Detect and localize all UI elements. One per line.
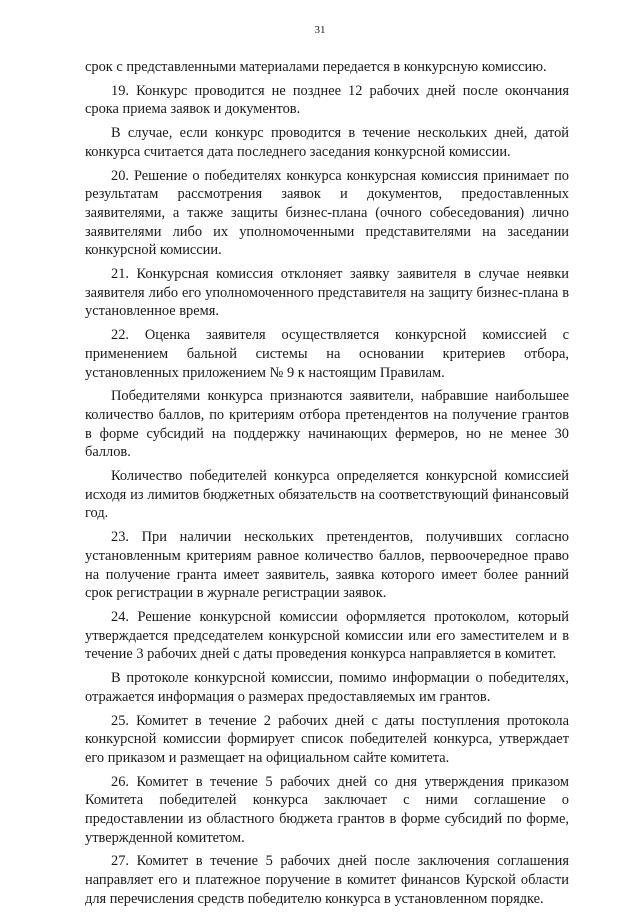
paragraph-22-winners: Победителями конкурса признаются заявители, набравшие наибольшее количество баллов, по критериям отбора претендентов на получение грантов в форме субсидий на поддержку начинающих фермеров, но не менее 30 баллов. [85,388,569,461]
paragraph-20: 20. Решение о победителях конкурса конкурсная комиссия принимает по результатам рассмотрения заявок и документов, предоставленных заявителями, а также защиты бизнес-плана (очного собеседования) лично заявителями либо их уполномоченными представителями на заседании конкурсной комиссии. [85,167,569,259]
paragraph-23: 23. При наличии нескольких претендентов, получивших согласно установленным критериям равное количество баллов, первоочередное право на получение гранта имеет заявитель, заявка которого имеет более ранний срок регистрации в журнале регистрации заявок. [85,529,569,602]
document-body [85,58,569,914]
paragraph-24-protocol: В протоколе конкурсной комиссии, помимо информации о победителях, отражается информация о размерах предоставляемых им грантов. [85,670,569,705]
paragraph-22: 22. Оценка заявителя осуществляется конкурсной комиссией с применением бальной системы на основании критериев отбора, установленных приложением № 9 к настоящим Правилам. [85,327,569,381]
paragraph-24: 24. Решение конкурсной комиссии оформляется протоколом, который утверждается председателем конкурсной комиссии или его заместителем и в течение 3 рабочих дней с даты проведения конкурса направляется в комитет. [85,608,569,663]
paragraph-19-note: В случае, если конкурс проводится в течение нескольких дней, датой конкурса считается дата последнего заседания конкурсной комиссии. [85,125,569,160]
paragraph-19: 19. Конкурс проводится не позднее 12 рабочих дней после окончания срока приема заявок и документов. [85,82,569,118]
paragraph-continuation: срок с представленными материалами передается в конкурсную комиссию. [85,59,547,75]
paragraph-21: 21. Конкурсная комиссия отклоняет заявку заявителя в случае неявки заявителя либо его уполномоченного представителя на защиту бизнес-плана в установленное время. [85,266,569,320]
paragraph-27: 27. Комитет в течение 5 рабочих дней после заключения соглашения направляет его и платежное поручение в комитет финансов Курской области для перечисления средств победителю конкурса в установленном порядке. [85,853,569,907]
paragraph-22-count: Количество победителей конкурса определяется конкурсной комиссией исходя из лимитов бюджетных обязательств на соответствующий финансовый год. [85,468,569,522]
page-number: 31 [314,24,326,36]
paragraph-25: 25. Комитет в течение 2 рабочих дней с даты поступления протокола конкурсной комиссии формирует список победителей конкурса, утверждает его приказом и размещает на официальном сайте комитета. [85,712,569,766]
paragraph-26: 26. Комитет в течение 5 рабочих дней со дня утверждения приказом Комитета победителей конкурса заключает с ними соглашение о предоставлении из областного бюджета грантов в форме субсидий по форме, утвержденной комитетом. [85,773,569,846]
